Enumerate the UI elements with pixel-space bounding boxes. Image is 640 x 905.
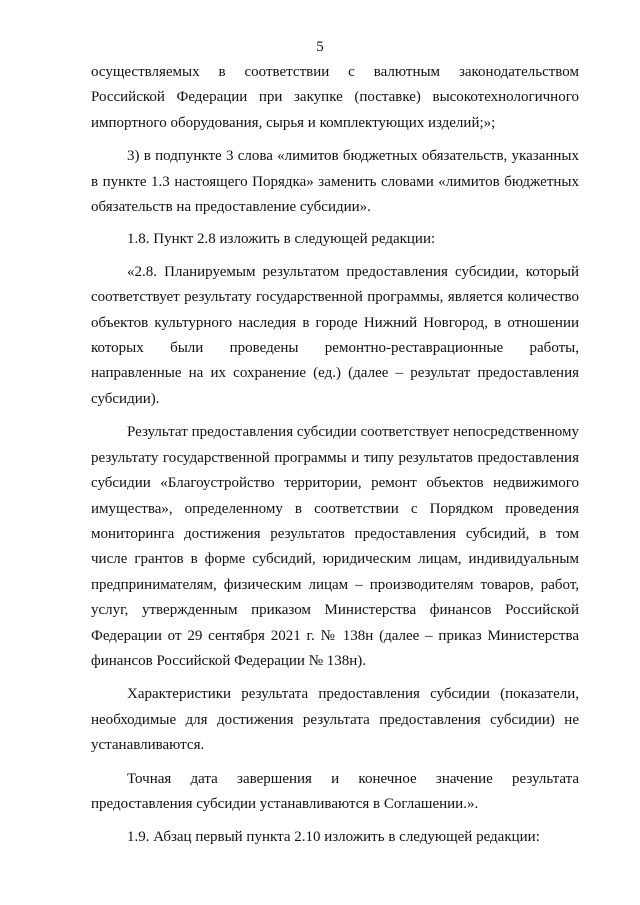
page-number: 5 <box>316 39 324 55</box>
document-body <box>91 60 579 851</box>
paragraph-clause-2-8: «2.8. Планируемым результатом предоставления субсидии, который соответствует результату государственной программы, является количество объектов культурного наследия в городе Нижний Новгород, в отношении которых были проведены ремонтно-реставрационные работы, направленные на их сохранение (ед.) (далее – результат предоставления субсидии). <box>91 263 579 407</box>
paragraph-completion-date: Точная дата завершения и конечное значение результата предоставления субсидии устанавливаются в Соглашении.». <box>91 770 579 812</box>
paragraph-result-characteristics: Характеристики результата предоставления субсидии (показатели, необходимые для достижения результата предоставления субсидии) не устанавливаются. <box>91 686 579 754</box>
paragraph-subitem-3: 3) в подпункте 3 слова «лимитов бюджетных обязательств, указанных в пункте 1.3 настоящего Порядка» заменить словами «лимитов бюджетных обязательств на предоставление субсидии». <box>91 148 579 216</box>
paragraph-result-correspondence: Результат предоставления субсидии соответствует непосредственному результату государственной программы и типу результатов предоставления субсидии «Благоустройство территории, ремонт объектов недвижимого имущества», определенному в соответствии с Порядком проведения мониторинга достижения результатов предоставления субсидий, в том числе грантов в форме субсидий, юридическим лицам, индивидуальным предпринимателям, физическим лицам – производителям товаров, работ, услуг, утвержденным приказом Министерства финансов Российской Федерации от 29 сентября 2021 г. № 138н (далее – приказ Министерства финансов Российской Федерации № 138н). <box>91 424 579 669</box>
paragraph-continuation: осуществляемых в соответствии с валютным законодательством Российской Федерации при закупке (поставке) высокотехнологичного импортного оборудования, сырья и комплектующих изделий;»; <box>91 64 579 131</box>
paragraph-item-1-8: 1.8. Пункт 2.8 изложить в следующей редакции: <box>127 231 436 248</box>
paragraph-item-1-9: 1.9. Абзац первый пункта 2.10 изложить в следующей редакции: <box>127 829 540 846</box>
